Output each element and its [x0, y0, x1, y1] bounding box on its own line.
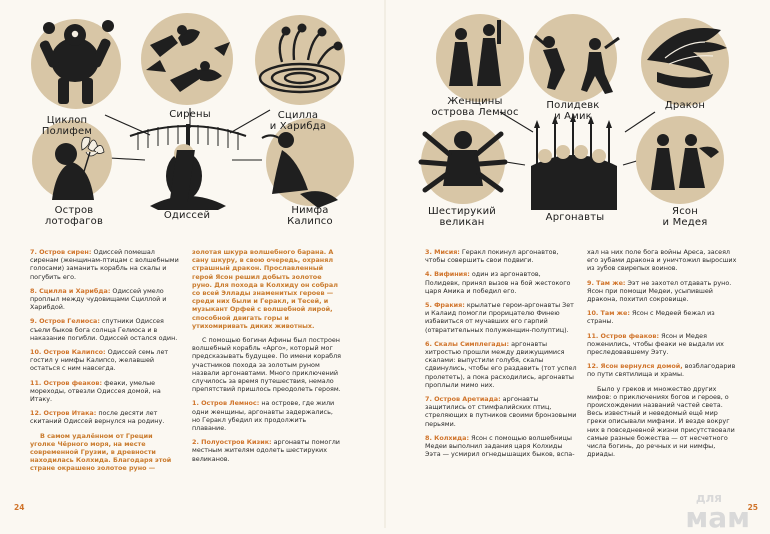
paragraph: 10. Там же: Ясон с Медеей бежал из страны.	[587, 309, 715, 326]
paragraph: хал на них поле бога войны Ареса, засеял его зубами дракона и уничтожил выросших из зубов свирепых воинов.	[587, 248, 737, 273]
caption-scylla-charybdis: Сцилла и Харибда	[269, 110, 327, 132]
paragraph: С помощью богини Афины был построен волшебный корабль «Арго», который мог предсказывать будущее. По имени корабля участников похода за золотым руном назвали аргонавтами. Много приключений случилось за время путешествия, немало препятствий пришлось преодолеть героям.	[192, 336, 342, 394]
paragraph: 3. Мисия: Геракл покинул аргонавтов, чтобы совершить свои подвиги.	[425, 248, 559, 265]
caption-calypso: Нимфа Калипсо	[287, 205, 333, 227]
caption-polydeuces-amycus: Полидевк и Амик	[546, 100, 600, 122]
paragraph: 9. Там же: Ээт не захотел отдавать руно. Ясон при помощи Медеи, усыпившей дракона, похитил сокровище.	[587, 278, 732, 304]
caption-cyclops: Циклоп Полифем	[41, 115, 93, 137]
left-column-1	[30, 248, 180, 479]
watermark	[685, 492, 750, 532]
right-page	[385, 0, 770, 534]
highlight-paragraph: В самом удалённом от Греции уголке Чёрного моря, на месте современной Грузии, в древности находилась Колхида. Благодаря этой стране окрашено золотое руно —	[30, 431, 172, 473]
paragraph: 8. Сцилла и Харибда: Одиссей умело проплыл между чудовищами Сциллой и Харибдой.	[30, 286, 167, 312]
paragraph: 7. Остров Аретиада: аргонавты защитились от стимфалийских птиц, стреляющих в путников своими бронзовыми перьями.	[425, 395, 577, 428]
caption-lotus-island: Остров лотофагов	[44, 205, 104, 227]
paragraph: 2. Полуостров Кизик: аргонавты помогли местным жителям одолеть шестируких великанов.	[192, 438, 340, 463]
paragraph: 10. Остров Калипсо: Одиссей семь лет гостил у нимфы Калипсо, желавшей остаться с ним навсегда.	[30, 348, 169, 373]
paragraph: 12. Ясон вернулся домой, возблагодарив по пути святилища и храмы.	[587, 362, 736, 379]
caption-jason-medea: Ясон и Медея	[662, 206, 708, 228]
left-column-2	[192, 248, 342, 469]
paragraph: 6. Скалы Симплегады: аргонавты хитростью прошли между движущимися скалами: выпустили голубя, скалы сдвинулись, чтобы его раздавить (тот успел пролететь), а пока расходились, аргонавты проплыли мимо них.	[425, 339, 577, 389]
caption-dragon: Дракон	[664, 100, 706, 111]
page-number-left: 24	[14, 503, 25, 512]
caption-six-armed-giant: Шестирукий великан	[428, 206, 496, 228]
paragraph: 8. Колхида: Ясон с помощью волшебницы Медеи выполнил задания царя Колхиды Ээта — усмирил огнедышащих быков, вспа-	[425, 433, 575, 459]
caption-odysseus: Одиссей	[163, 210, 211, 221]
paragraph: 12. Остров Итака: после десяти лет скитаний Одиссей вернулся на родину.	[30, 409, 165, 426]
paragraph: 11. Остров феаков: Ясон и Медея поженились, чтобы феаки не выдали их преследовавшему Ээту.	[587, 331, 724, 357]
paragraph: Было у греков и множество других мифов: о приключениях богов и героев, о происхождении названий частей света. Весь известный и неведомый ещё мир греки описывали мифами. И везде вокруг них в повседневной жизни присутствовали самые разные божества — от несчетного числа богинь, до речных и ни нимфы, дриады.	[587, 384, 735, 459]
right-column-1	[425, 248, 577, 464]
page-number-right: 25	[747, 503, 758, 512]
paragraph: 11. Остров феаков: феаки, умелые мореходы, отвезли Одиссея домой, на Итаку.	[30, 378, 161, 404]
caption-lemnos-women: Женщины острова Лемнос	[431, 96, 519, 118]
paragraph: 7. Остров сирен: Одиссей помешал сиренам (женщинам-птицам с волшебными голосами) заманить корабль на скалы и погубить его.	[30, 248, 179, 281]
watermark-bottom: мам	[685, 501, 750, 534]
watermark-top: для	[695, 491, 722, 505]
highlight-paragraph: золотая шкура волшебного барана. А сану шкуру, в свою очередь, охранял страшный дракон. Прославленный герой Ясон решил добыть золотое руно. Для похода в Колхиду он собрал со всей Эллады знаменитых героев — среди них были и Геракл, и Тесей, и музыкант Орфей с волшебной лирой, способной двигать горы и утихомиривать диких животных.	[192, 248, 338, 330]
paragraph: 1. Остров Лемнос: на острове, где жили одни женщины, аргонавты задержались, но Геракл убедил их продолжить плавание.	[192, 399, 335, 433]
paragraph: 5. Фракия: крылатые герои-аргонавты Зет и Калаид помогли прорицателю Финею избавиться от мучавших его гарпий (отвратительных полуженщин-полуптиц).	[425, 301, 574, 334]
paragraph: 4. Вифиния: один из аргонавтов, Полидевк, принял вызов на бой жестокого царя Амика и победил его.	[425, 270, 571, 295]
paragraph: 9. Остров Гелиоса: спутники Одиссея съели быков бога солнца Гелиоса и в наказание погибли. Одиссей остался один.	[30, 317, 178, 342]
right-column-2	[587, 248, 737, 464]
caption-argonauts: Аргонавты	[545, 212, 605, 223]
caption-sirens: Сирены	[169, 109, 211, 120]
left-page	[0, 0, 385, 528]
